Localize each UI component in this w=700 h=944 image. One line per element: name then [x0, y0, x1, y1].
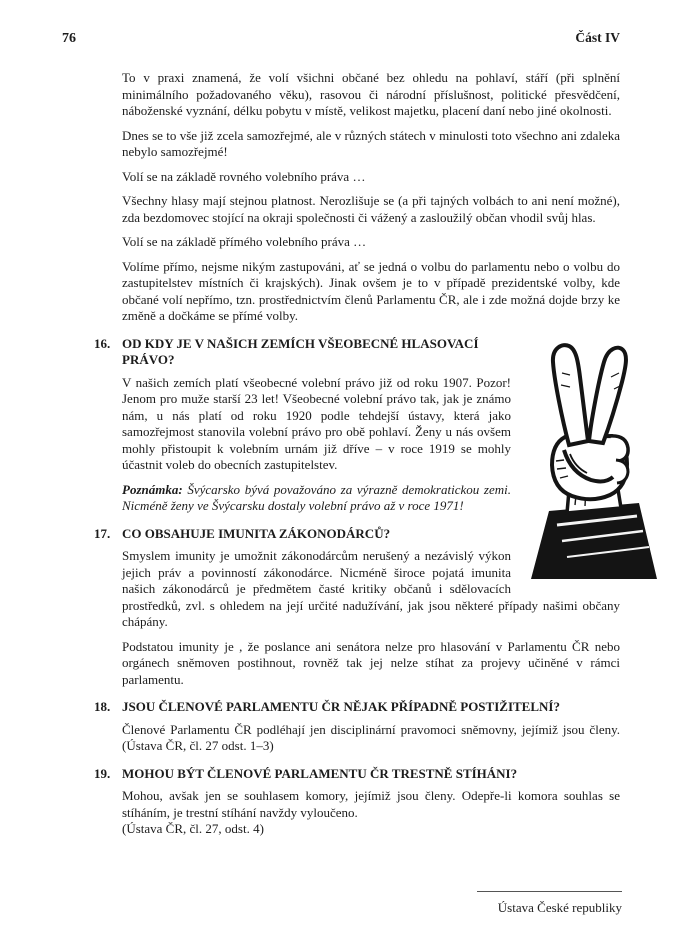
victory-hand-icon — [523, 333, 668, 581]
heading-number: 17. — [94, 525, 111, 541]
page-header — [62, 30, 620, 47]
section-heading-19 — [94, 765, 620, 783]
page-number: 76 — [62, 31, 76, 46]
heading-title: MOHOU BÝT ČLENOVÉ PARLAMENTU ČR TRESTNĚ STÍHÁNI? — [122, 765, 518, 781]
victory-hand-illustration — [523, 333, 668, 581]
note-label: Poznámka: — [122, 481, 183, 497]
paragraph: Volí se na základě rovného volebního práva … — [122, 168, 366, 184]
paragraph: Členové Parlamentu ČR podléhají jen disciplinární pravomoci sněmovny, jejímiž jsou členy. (Ústava ČR, čl. 27 odst. 1–3) — [122, 721, 620, 753]
paragraph: To v praxi znamená, že volí všichni občané bez ohledu na pohlaví, stáří (při splnění minimálního požadovaného věku), rasovou či národní příslušnost, politické přesvědčení, náboženské vyznání, délku pobytu v místě, velikost majetku, placení daní nebo jiné okolnosti. — [122, 70, 620, 118]
citation-paragraph: (Ústava ČR, čl. 27, odst. 4) — [122, 821, 264, 836]
paragraph: Mohou, avšak jen se souhlasem komory, jejímiž jsou členy. Odepře-li komora souhlas se stíháním, je trestní stíhání navždy vyloučeno. — [122, 788, 620, 820]
heading-title: JSOU ČLENOVÉ PARLAMENTU ČR NĚJAK PŘÍPADNĚ POSTIŽITELNÍ? — [122, 699, 560, 714]
paragraph: Všechny hlasy mají stejnou platnost. Nerozlišuje se (a při tajných volbách to ani není možné), zda bezdomovec stojící na okraji společnosti či vážený a zasloužilý občan vhodil svůj hlas. — [122, 193, 620, 225]
paragraph: Volíme přímo, nejsme nikým zastupováni, ať se jedná o volbu do parlamentu nebo o volbu do zastupitelstev místních či krajských). Jinak ovšem je to v případě prezidentské volby, kde občané volí nepřímo, tzn. prostřednictvím členů Parlamentu ČR, ale i zde možná dojde brzy ke změně a dočkáme se přímé volby. — [122, 258, 620, 323]
heading-number: 19. — [94, 765, 111, 781]
paragraph: Smyslem imunity je umožnit zákonodárcům nerušený a nezávislý výkon jejich práv a povinností zákonodárce. Nicméně široce pojatá imunita našich zákonodárců je předmětem časté kritiky občanů i sdělovacích prostředků, zvl. s ohledem na její určité nadužívání, jak jsou některé případy našimi občany chápány. — [122, 548, 620, 629]
footer-divider — [477, 891, 622, 892]
note-text: Švýcarsko bývá považováno za výrazně demokratickou zemi. Nicméně ženy ve Švýcarsku dostaly volební právo až v roce 1971! — [122, 481, 512, 513]
section-heading-18 — [94, 699, 620, 716]
heading-title: OD KDY JE V NAŠICH ZEMÍCH VŠEOBECNÉ HLASOVACÍ PRÁVO? — [122, 335, 479, 367]
heading-title: CO OBSAHUJE IMUNITA ZÁKONODÁRCŮ? — [122, 525, 391, 541]
heading-number: 18. — [94, 699, 111, 714]
page-footer — [477, 891, 622, 916]
part-label: Část IV — [575, 30, 620, 45]
footer-caption: Ústava České republiky — [497, 900, 622, 915]
page-content — [94, 70, 620, 846]
paragraph: Dnes se to vše již zcela samozřejmé, ale v různých státech v minulosti toto všechno ani zdaleka nebylo samozřejmé! — [122, 127, 620, 159]
section-heading-16 — [94, 335, 620, 369]
heading-number: 16. — [94, 335, 111, 351]
paragraph: Volí se na základě přímého volebního práva … — [122, 234, 367, 249]
paragraph: V našich zemích platí všeobecné volební právo již od roku 1907. Pozor! Jenom pro muže starší 23 let! Všeobecné volební právo tak, jak je známo nám, u nás platí od roku 1920 podle tehdejší ústavy, která jako samozřejmost stanovila volební právo pro obě pohlaví. Ženy u nás ovšem mohly přistoupit k volebním urnám již dříve – v roce 1919 se mohly účastnit voleb do obecních zastupitelstev. — [122, 374, 511, 472]
section-heading-17 — [94, 525, 620, 543]
paragraph: Podstatou imunity je , že poslance ani senátora nelze pro hlasování v Parlamentu ČR nebo orgánech sněmoven postihnout, rovněž tak jej nelze stíhat za projevy učiněné v rámci parlamentu. — [122, 638, 620, 687]
